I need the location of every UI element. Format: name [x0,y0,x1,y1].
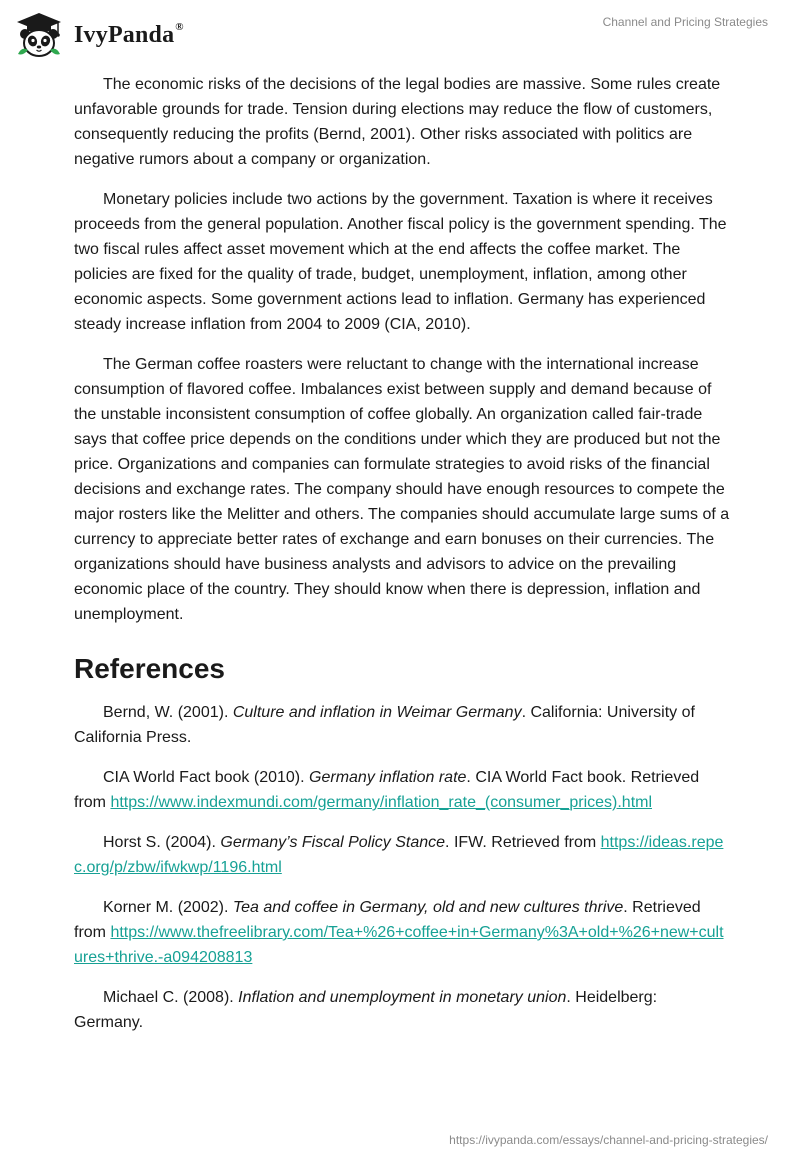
reference-item: Bernd, W. (2001). Culture and inflation in Weimar Germany. California: University of California Press. [74,704,695,746]
brand-name[interactable]: IvyPanda® [74,21,184,48]
reference-item: Korner M. (2002). Tea and coffee in Germany, old and new cultures thrive. Retrieved from https://www.thefreelibrary.com/Tea+%26+coffee+in+Germany%3A+old+%26+new+cultures+thrive.-a094208813 [74,899,724,966]
ivypanda-logo[interactable] [14,10,184,60]
page-header [0,0,800,66]
body-paragraph: The economic risks of the decisions of the legal bodies are massive. Some rules create unfavorable grounds for trade. Tension during elections may reduce the flow of customers, consequently reducing the profits (Bernd, 2001). Other risks associated with politics are negative rumors about a company or organization. [74,76,721,168]
reference-link[interactable]: https://ideas.repec.org/p/zbw/ifwkwp/1196.html [74,834,724,876]
reference-item: CIA World Fact book (2010). Germany inflation rate. CIA World Fact book. Retrieved from https://www.indexmundi.com/germany/inflation_rate_(consumer_prices).html [74,769,700,811]
essay-body [74,72,730,1050]
panda-graduate-icon [14,10,64,60]
reference-link[interactable]: https://www.thefreelibrary.com/Tea+%26+coffee+in+Germany%3A+old+%26+new+cultures+thrive.-a094208813 [74,924,724,966]
body-paragraph: The German coffee roasters were reluctant to change with the international increase consumption of flavored coffee. Imbalances exist between supply and demand because of the unstable inconsistent consumption of coffee globally. An organization called fair-trade says that coffee price depends on the conditions under which they are produced but not the price. Organizations and companies can formulate strategies to avoid risks of the financial decisions and exchange rates. The company should have enough resources to compete the major rosters like the Melitter and others. The companies should accumulate large sums of a currency to appreciate better rates of exchange and earn bonuses on their currencies. The organizations should have business analysts and advisors to advice on the prevailing economic place of the country. They should know when there is depression, inflation and unemployment. [74,356,730,623]
reference-link[interactable]: https://www.indexmundi.com/germany/inflation_rate_(consumer_prices).html [110,794,653,811]
document-title: Channel and Pricing Strategies [602,15,768,29]
reference-item: Michael C. (2008). Inflation and unemployment in monetary union. Heidelberg: Germany. [74,989,658,1031]
body-paragraph: Monetary policies include two actions by the government. Taxation is where it receives proceeds from the general population. Another fiscal policy is the government spending. The two fiscal rules affect asset movement which at the end affects the coffee market. The policies are fixed for the quality of trade, budget, unemployment, inflation, among other economic aspects. Some government actions lead to inflation. Germany has experienced steady increase inflation from 2004 to 2009 (CIA, 2010). [74,191,727,333]
references-heading: References [74,653,225,684]
page-url-footer: https://ivypanda.com/essays/channel-and-pricing-strategies/ [449,1133,768,1147]
reference-item: Horst S. (2004). Germany’s Fiscal Policy Stance. IFW. Retrieved from https://ideas.repec.org/p/zbw/ifwkwp/1196.html [74,834,724,876]
